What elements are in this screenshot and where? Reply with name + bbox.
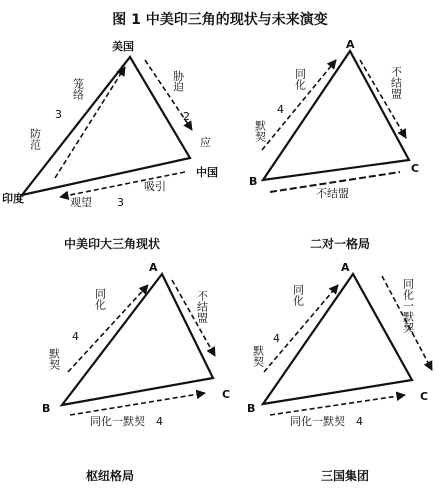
right-edge-label: 同化一默契	[401, 278, 415, 333]
arrow-bottom-edge	[270, 395, 405, 415]
vertex-right: 中国	[196, 166, 218, 179]
bottom-edge-num: 4	[156, 415, 163, 428]
right-edge-num: 2	[183, 110, 190, 123]
triangle	[22, 57, 190, 195]
bottom-edge-label: 同化一默契	[290, 415, 345, 428]
left-edge-label: 同化	[93, 288, 107, 310]
panel-caption: 三国集团	[320, 469, 370, 483]
panel-caption: 中美印大三角现状	[63, 237, 161, 251]
vertex-left: B	[42, 402, 51, 415]
vertex-left: 印度	[2, 192, 24, 205]
vertex-top: A	[346, 38, 355, 51]
figure-title: 图 1 中美印三角的现状与未来演变	[112, 12, 328, 28]
panel-caption: 二对一格局	[309, 237, 371, 251]
bottom-edge-num: 4	[356, 415, 363, 428]
bottom-edge-label: 不结盟	[316, 187, 349, 200]
vertex-top: A	[149, 261, 158, 274]
right-edge-label2: 应	[200, 136, 211, 149]
left-edge-num: 4	[273, 332, 280, 345]
left-edge-label: 同化	[293, 68, 307, 90]
triangle	[263, 274, 412, 404]
bottom-edge-label2: 吸引	[144, 180, 166, 193]
vertex-top: 美国	[112, 40, 134, 53]
left-edge-num: 4	[72, 330, 79, 343]
bottom-edge-label: 观望	[70, 196, 92, 209]
bottom-edge-label: 同化一默契	[90, 415, 145, 428]
panel-hub	[42, 261, 230, 483]
vertex-left: B	[249, 175, 258, 188]
panel-two-vs-one	[249, 38, 419, 251]
vertex-left: B	[247, 402, 256, 415]
left-edge-label2: 默契	[251, 345, 265, 367]
right-edge-label: 不结盟	[195, 290, 209, 323]
triangle	[263, 51, 409, 180]
left-edge-label2: 防范	[28, 128, 42, 150]
bottom-edge-num: 3	[117, 196, 124, 209]
vertex-right: C	[222, 388, 231, 401]
arrow-left-edge	[55, 67, 125, 178]
left-edge-label: 笼络	[71, 78, 85, 100]
left-edge-num: 3	[55, 108, 62, 121]
arrow-bottom-edge	[60, 172, 185, 197]
left-edge-num: 4	[277, 103, 284, 116]
vertex-top: A	[341, 261, 350, 274]
left-edge-label2: 默契	[47, 348, 61, 370]
arrow-right-edge	[172, 280, 215, 356]
arrow-bottom-edge	[70, 393, 205, 415]
right-edge-label: 胁迫	[171, 70, 185, 92]
left-edge-label2: 默契	[253, 120, 267, 142]
panel-current-triangle	[2, 39, 218, 251]
arrow-left-edge	[68, 285, 148, 372]
triangle	[62, 274, 213, 405]
vertex-right: C	[420, 390, 429, 403]
panel-caption: 枢纽格局	[85, 469, 135, 483]
left-edge-label: 同化	[291, 284, 305, 306]
panel-three-country-group	[247, 261, 432, 483]
right-edge-label: 不结盟	[389, 66, 403, 99]
vertex-right: C	[411, 162, 420, 175]
